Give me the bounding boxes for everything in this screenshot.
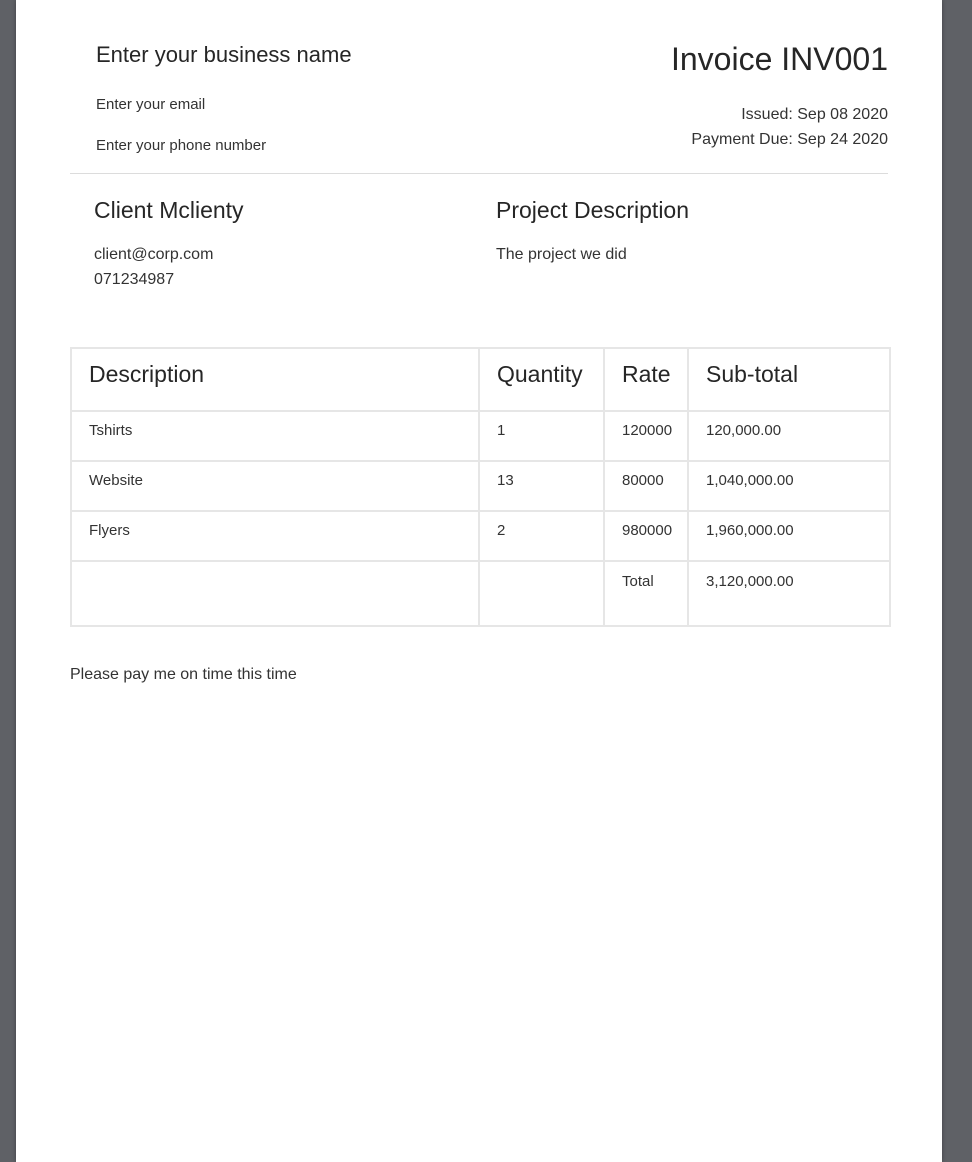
cell-description: Website	[71, 461, 479, 511]
header-quantity: Quantity	[479, 348, 604, 411]
cell-quantity: 13	[479, 461, 604, 511]
client-name: Client Mclienty	[94, 197, 244, 223]
total-value: 3,120,000.00	[688, 561, 890, 626]
project-description-text: The project we did	[496, 246, 627, 263]
table-header-row	[71, 348, 890, 411]
cell-description: Flyers	[71, 511, 479, 561]
header-rate: Rate	[604, 348, 688, 411]
cell-quantity: 1	[479, 411, 604, 461]
table-row	[71, 511, 890, 561]
cell-subtotal: 1,960,000.00	[688, 511, 890, 561]
header-subtotal: Sub-total	[688, 348, 890, 411]
business-phone-field[interactable]: Enter your phone number	[96, 137, 267, 154]
cell-rate: 980000	[604, 511, 688, 561]
total-empty-cell	[71, 561, 479, 626]
invoice-title: Invoice INV001	[670, 41, 888, 77]
invoice-page	[16, 0, 942, 1162]
cell-rate: 80000	[604, 461, 688, 511]
cell-description: Tshirts	[71, 411, 479, 461]
client-email: client@corp.com	[94, 246, 214, 263]
invoice-note: Please pay me on time this time	[70, 666, 297, 683]
total-label: Total	[604, 561, 688, 626]
business-name-field[interactable]: Enter your business name	[96, 42, 352, 67]
total-empty-cell	[479, 561, 604, 626]
table-row	[71, 461, 890, 511]
header-description: Description	[71, 348, 479, 411]
cell-quantity: 2	[479, 511, 604, 561]
client-phone: 071234987	[94, 271, 175, 288]
total-row	[71, 561, 890, 626]
cell-subtotal: 1,040,000.00	[688, 461, 890, 511]
issued-date: Issued: Sep 08 2020	[741, 106, 888, 123]
project-description-heading: Project Description	[496, 197, 690, 223]
table-row	[71, 411, 890, 461]
header-divider	[70, 173, 888, 174]
cell-subtotal: 120,000.00	[688, 411, 890, 461]
business-email-field[interactable]: Enter your email	[96, 96, 206, 113]
line-items-table	[70, 347, 891, 627]
payment-due-date: Payment Due: Sep 24 2020	[691, 131, 888, 148]
cell-rate: 120000	[604, 411, 688, 461]
